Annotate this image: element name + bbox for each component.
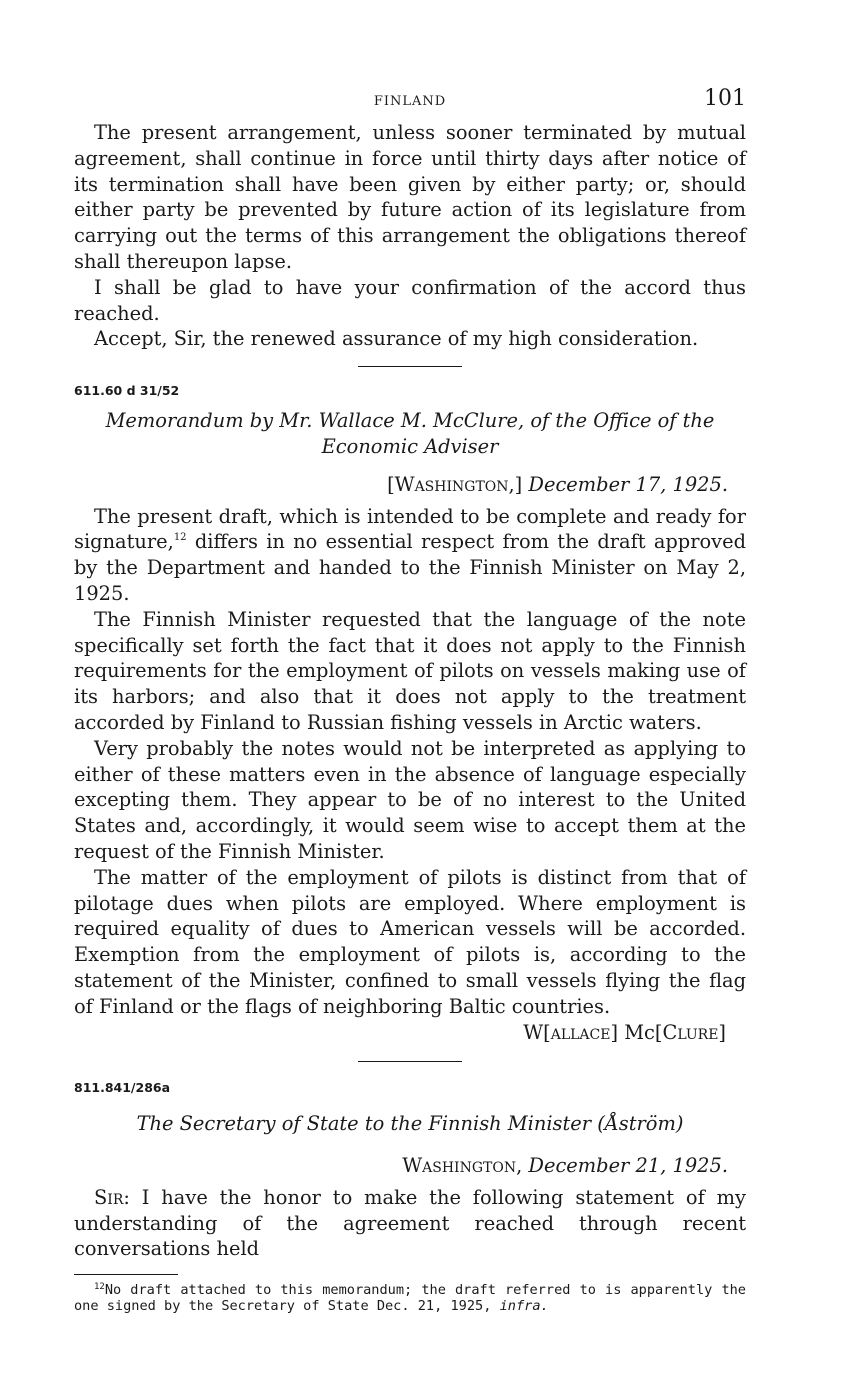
memo-paragraph-text: The present draft, which is intended to be complete and ready for signature,: [74, 504, 746, 554]
memo-paragraph: The Finnish Minister requested that the language of the note specifically set forth the fact that it does not apply to the Finnish requirements for the employment of pilots on vessels making use of its harbors; and also that it does not apply to the treatment accorded by Finland to Russian fishing vessels in Arctic waters.: [74, 607, 746, 734]
memo-dateline-place: [Washington,]: [387, 472, 523, 496]
memo-paragraph-text: differs in no essential respect from the draft approved by the Department and handed to the Finnish Minister on May 2, 1925.: [74, 530, 746, 605]
document-page: [74, 86, 746, 1314]
memo-heading-line2: Economic Adviser: [321, 434, 499, 458]
letter-heading: The Secretary of State to the Finnish Minister (Åström): [136, 1112, 684, 1136]
letter-file-number: 811.841/286a: [74, 1080, 171, 1096]
intro-paragraph: I shall be glad to have your confirmation of the accord thus reached.: [74, 275, 746, 325]
memo-dateline: [74, 472, 746, 498]
letter-opening-text: I have the honor to make the following statement of my understanding of the agreement reached through recent conversations held: [74, 1185, 746, 1261]
letter-dateline-date: December 21, 1925.: [528, 1154, 728, 1178]
letter-salutation: Sir:: [94, 1185, 130, 1209]
footnote-reference: 12: [173, 532, 187, 544]
memo-paragraph: [74, 504, 746, 607]
page-number: 101: [704, 86, 746, 111]
section-divider: [358, 1061, 462, 1062]
memo-paragraph: Very probably the notes would not be interpreted as applying to either of these matters even in the absence of language especially excepting them. They appear to be of no interest to the United States and, accordingly, it would seem wise to accept them at the request of the Finnish Minister.: [74, 736, 746, 863]
running-head: [74, 86, 746, 120]
intro-paragraph: Accept, Sir, the renewed assurance of my high consideration.: [94, 327, 699, 351]
section-divider: [358, 366, 462, 367]
footnote-rule: [74, 1274, 178, 1275]
memo-heading: [74, 408, 746, 460]
footnote: [74, 1283, 746, 1314]
memo-dateline-date: December 17, 1925.: [528, 472, 728, 496]
memo-heading-line1: Memorandum by Mr. Wallace M. McClure, of the Office of the: [105, 409, 715, 433]
running-title: FINLAND: [373, 94, 447, 109]
memo-file-number: 611.60 d 31/52: [74, 383, 180, 399]
footnote-text-italic: infra.: [499, 1297, 549, 1314]
footnote-number: 12: [94, 1282, 105, 1293]
memo-signature: W[allace] Mc[Clure]: [523, 1020, 726, 1044]
intro-paragraph: The present arrangement, unless sooner terminated by mutual agreement, shall continue in force until thirty days after notice of its termination shall have been given by either party; or, should either party be prevented by future action of its legislature from carrying out the terms of this arrangement the obligations thereof shall thereupon lapse.: [74, 121, 746, 273]
letter-dateline-place: Washington,: [402, 1154, 523, 1178]
memo-paragraph: The matter of the employment of pilots is distinct from that of pilotage dues when pilots are employed. Where employment is required equality of dues to American vessels will be accorded. Exemption from the employment of pilots is, according to the statement of the Minister, confined to small vessels flying the flag of Finland or the flags of neighboring Baltic countries.: [74, 865, 746, 1018]
letter-dateline: [74, 1153, 746, 1179]
footnote-text: No draft attached to this memorandum; the draft referred to is apparently the one signed by the Secretary of State Dec. 21, 1925,: [74, 1282, 746, 1314]
letter-opening: [74, 1185, 746, 1262]
